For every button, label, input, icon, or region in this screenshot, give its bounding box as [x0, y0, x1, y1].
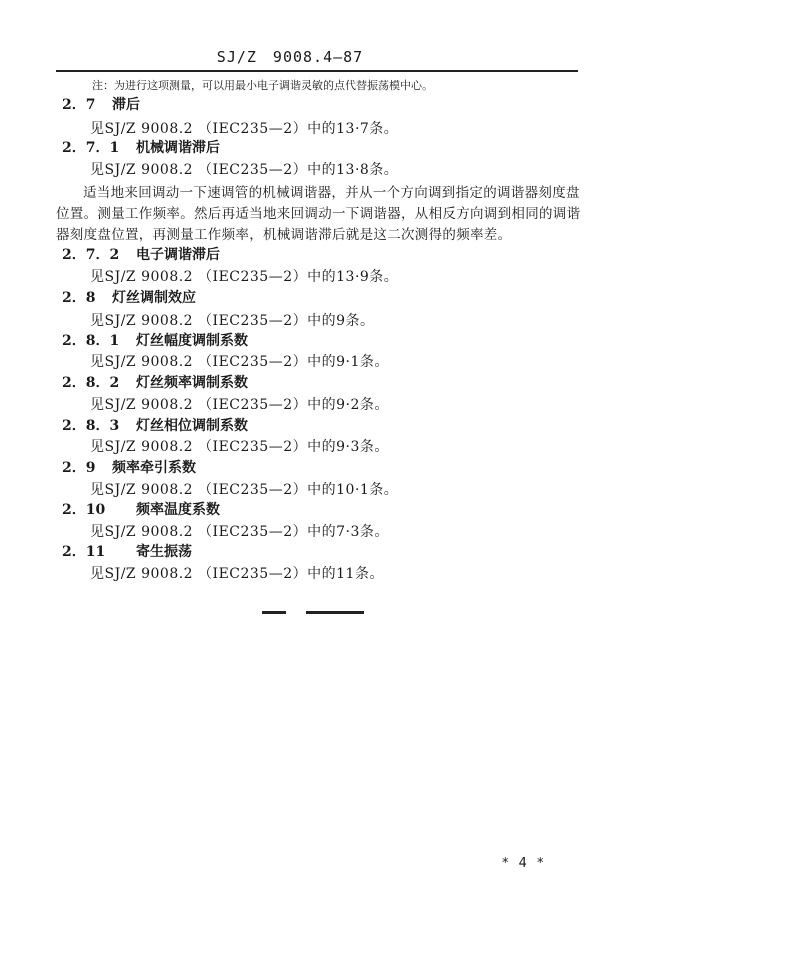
- section-number: 2．8: [62, 290, 96, 306]
- footnote-text: 注：为进行这项测量，可以用最小电子调谐灵敏的点代替振荡模中心。: [92, 79, 433, 92]
- page-number: * 4 *: [502, 856, 544, 871]
- section-reference: 见SJ/Z 9008.2 （IEC235—2）中的9·3条。: [90, 439, 389, 455]
- section-title: 寄生振荡: [136, 544, 192, 560]
- section-heading: [62, 500, 220, 520]
- section-title: 频率温度系数: [136, 502, 220, 518]
- section-title: 机械调谐滞后: [136, 140, 220, 156]
- body-paragraph: 适当地来回调动一下速调管的机械调谐器，并从一个方向调到指定的调谐器刻度盘位置。测量工作频率。然后再适当地来回调动一下调谐器，从相反方向调到相同的调谐器刻度盘位置，再测量工作频率，机械调谐滞后就是这二次测得的频率差。: [56, 185, 581, 243]
- section-number: 2．8．2: [62, 375, 120, 391]
- section-title: 灯丝频率调制系数: [136, 375, 248, 391]
- section-title: 灯丝调制效应: [112, 290, 196, 306]
- section-heading: [62, 245, 220, 265]
- standard-code-header: SJ/Z 9008.4—87: [216, 48, 364, 66]
- section-reference: 见SJ/Z 9008.2 （IEC235—2）中的13·9条。: [90, 269, 399, 285]
- section-number: 2．7．1: [62, 140, 120, 156]
- end-mark-left: [262, 611, 286, 614]
- section-heading: [62, 138, 220, 158]
- section-title: 滞后: [112, 97, 140, 113]
- section-reference: 见SJ/Z 9008.2 （IEC235—2）中的13·7条。: [90, 121, 399, 137]
- section-number: 2．9: [62, 460, 96, 476]
- header-rule: [56, 70, 578, 72]
- section-number: 2．8．3: [62, 418, 120, 434]
- section-reference: 见SJ/Z 9008.2 （IEC235—2）中的11条。: [90, 566, 384, 582]
- section-number: 2．10: [62, 502, 106, 518]
- section-heading: [62, 542, 192, 562]
- section-number: 2．11: [62, 544, 106, 560]
- section-heading: [62, 95, 140, 115]
- section-title: 灯丝相位调制系数: [136, 418, 248, 434]
- section-heading: [62, 331, 248, 351]
- section-title: 电子调谐滞后: [136, 247, 220, 263]
- section-heading: [62, 458, 196, 478]
- section-heading: [62, 373, 248, 393]
- section-heading: [62, 416, 248, 436]
- section-number: 2．7: [62, 97, 96, 113]
- section-number: 2．8．1: [62, 333, 120, 349]
- end-mark-right: [306, 611, 364, 614]
- section-title: 灯丝幅度调制系数: [136, 333, 248, 349]
- section-reference: 见SJ/Z 9008.2 （IEC235—2）中的10·1条。: [90, 482, 399, 498]
- section-reference: 见SJ/Z 9008.2 （IEC235—2）中的9条。: [90, 313, 375, 329]
- section-reference: 见SJ/Z 9008.2 （IEC235—2）中的9·1条。: [90, 354, 389, 370]
- section-title: 频率牵引系数: [112, 460, 196, 476]
- section-reference: 见SJ/Z 9008.2 （IEC235—2）中的7·3条。: [90, 524, 389, 540]
- section-reference: 见SJ/Z 9008.2 （IEC235—2）中的9·2条。: [90, 397, 389, 413]
- section-number: 2．7．2: [62, 247, 120, 263]
- section-heading: [62, 288, 196, 308]
- section-reference: 见SJ/Z 9008.2 （IEC235—2）中的13·8条。: [90, 162, 399, 178]
